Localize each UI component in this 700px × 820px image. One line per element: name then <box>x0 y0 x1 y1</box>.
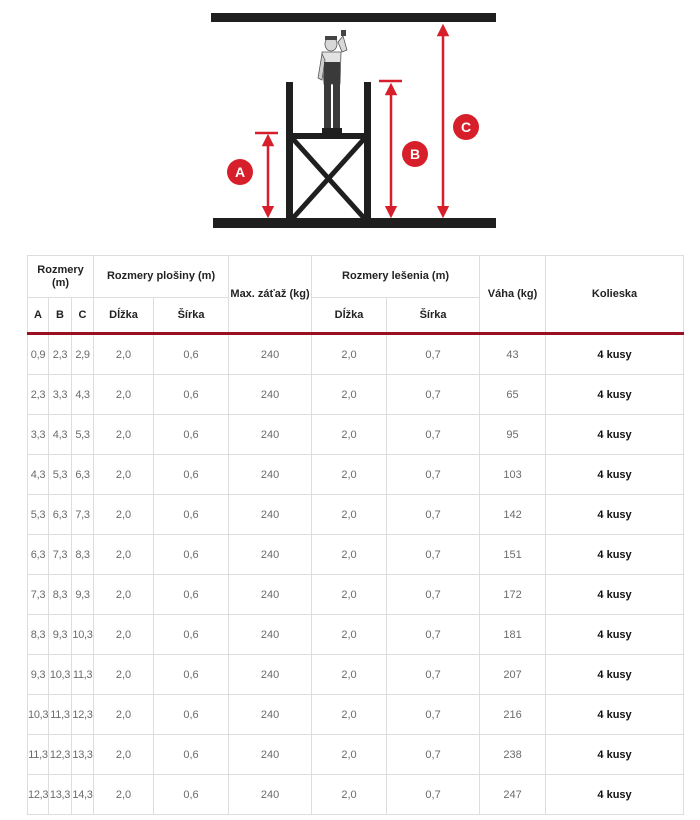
cell-platform-length: 2,0 <box>94 615 154 655</box>
cell-b: 7,3 <box>49 535 72 575</box>
table-row <box>28 334 684 375</box>
cell-weight: 238 <box>480 735 546 775</box>
cell-a: 7,3 <box>28 575 49 615</box>
cell-platform-length: 2,0 <box>94 495 154 535</box>
cell-platform-length: 2,0 <box>94 415 154 455</box>
cell-b: 5,3 <box>49 455 72 495</box>
cell-b: 4,3 <box>49 415 72 455</box>
cell-max-load: 240 <box>229 695 312 735</box>
cell-wheels: 4 kusy <box>546 495 684 535</box>
dimension-a <box>227 133 278 212</box>
cell-a: 9,3 <box>28 655 49 695</box>
table-row <box>28 375 684 415</box>
cell-scaffold-width: 0,7 <box>387 615 480 655</box>
cell-platform-length: 2,0 <box>94 655 154 695</box>
cell-a: 0,9 <box>28 334 49 375</box>
cell-wheels: 4 kusy <box>546 455 684 495</box>
cell-scaffold-width: 0,7 <box>387 775 480 815</box>
table-row <box>28 775 684 815</box>
cell-weight: 172 <box>480 575 546 615</box>
cell-platform-width: 0,6 <box>154 415 229 455</box>
dimension-c <box>443 30 479 212</box>
cell-scaffold-length: 2,0 <box>312 455 387 495</box>
cell-wheels: 4 kusy <box>546 575 684 615</box>
floor-bar <box>213 218 496 228</box>
cell-platform-width: 0,6 <box>154 535 229 575</box>
cell-max-load: 240 <box>229 655 312 695</box>
cell-max-load: 240 <box>229 375 312 415</box>
cell-a: 5,3 <box>28 495 49 535</box>
cell-scaffold-width: 0,7 <box>387 415 480 455</box>
header-b: B <box>49 298 72 334</box>
cell-c: 6,3 <box>72 455 94 495</box>
cell-max-load: 240 <box>229 415 312 455</box>
cell-scaffold-length: 2,0 <box>312 334 387 375</box>
cell-platform-width: 0,6 <box>154 615 229 655</box>
cell-scaffold-length: 2,0 <box>312 535 387 575</box>
cell-max-load: 240 <box>229 735 312 775</box>
cell-scaffold-length: 2,0 <box>312 695 387 735</box>
cell-c: 13,3 <box>72 735 94 775</box>
cell-max-load: 240 <box>229 455 312 495</box>
cell-scaffold-width: 0,7 <box>387 695 480 735</box>
cell-scaffold-length: 2,0 <box>312 615 387 655</box>
spec-table <box>27 255 684 815</box>
table-body <box>28 334 684 815</box>
header-weight: Váha (kg) <box>480 256 546 334</box>
cell-b: 6,3 <box>49 495 72 535</box>
cell-scaffold-width: 0,7 <box>387 334 480 375</box>
cell-weight: 151 <box>480 535 546 575</box>
cell-scaffold-length: 2,0 <box>312 575 387 615</box>
cell-weight: 43 <box>480 334 546 375</box>
cell-platform-length: 2,0 <box>94 735 154 775</box>
cell-wheels: 4 kusy <box>546 334 684 375</box>
cell-platform-width: 0,6 <box>154 775 229 815</box>
cell-b: 8,3 <box>49 575 72 615</box>
cell-platform-length: 2,0 <box>94 775 154 815</box>
cell-scaffold-width: 0,7 <box>387 375 480 415</box>
header-c: C <box>72 298 94 334</box>
cell-c: 12,3 <box>72 695 94 735</box>
cell-c: 11,3 <box>72 655 94 695</box>
cell-wheels: 4 kusy <box>546 695 684 735</box>
header-platform-width: Šírka <box>154 298 229 334</box>
cell-max-load: 240 <box>229 495 312 535</box>
cell-wheels: 4 kusy <box>546 615 684 655</box>
cell-weight: 95 <box>480 415 546 455</box>
cell-scaffold-length: 2,0 <box>312 495 387 535</box>
cell-wheels: 4 kusy <box>546 655 684 695</box>
cell-scaffold-width: 0,7 <box>387 455 480 495</box>
cell-platform-width: 0,6 <box>154 375 229 415</box>
scaffold-diagram <box>0 0 700 250</box>
cell-max-load: 240 <box>229 535 312 575</box>
header-max-load: Max. záťaž (kg) <box>229 256 312 334</box>
cell-b: 3,3 <box>49 375 72 415</box>
cell-platform-length: 2,0 <box>94 575 154 615</box>
cell-platform-width: 0,6 <box>154 334 229 375</box>
cell-scaffold-width: 0,7 <box>387 655 480 695</box>
cell-max-load: 240 <box>229 575 312 615</box>
worker-figure <box>318 30 347 133</box>
cell-c: 2,9 <box>72 334 94 375</box>
label-b: B <box>409 146 421 162</box>
cell-b: 2,3 <box>49 334 72 375</box>
cell-wheels: 4 kusy <box>546 375 684 415</box>
cell-scaffold-width: 0,7 <box>387 495 480 535</box>
table-row <box>28 655 684 695</box>
cell-weight: 181 <box>480 615 546 655</box>
cell-scaffold-length: 2,0 <box>312 375 387 415</box>
cell-scaffold-length: 2,0 <box>312 735 387 775</box>
header-scaffold-length: Dĺžka <box>312 298 387 334</box>
cell-c: 8,3 <box>72 535 94 575</box>
cell-b: 12,3 <box>49 735 72 775</box>
cell-a: 6,3 <box>28 535 49 575</box>
cell-weight: 142 <box>480 495 546 535</box>
cell-max-load: 240 <box>229 615 312 655</box>
cell-platform-length: 2,0 <box>94 375 154 415</box>
cell-c: 4,3 <box>72 375 94 415</box>
cell-b: 9,3 <box>49 615 72 655</box>
cell-b: 11,3 <box>49 695 72 735</box>
cell-scaffold-length: 2,0 <box>312 415 387 455</box>
cell-weight: 207 <box>480 655 546 695</box>
cell-a: 12,3 <box>28 775 49 815</box>
label-c: C <box>460 119 472 135</box>
cell-wheels: 4 kusy <box>546 415 684 455</box>
cell-wheels: 4 kusy <box>546 775 684 815</box>
cell-a: 8,3 <box>28 615 49 655</box>
table-row <box>28 735 684 775</box>
cell-b: 13,3 <box>49 775 72 815</box>
cell-weight: 65 <box>480 375 546 415</box>
header-scaffold-width: Šírka <box>387 298 480 334</box>
cell-c: 14,3 <box>72 775 94 815</box>
cell-max-load: 240 <box>229 775 312 815</box>
cell-a: 2,3 <box>28 375 49 415</box>
cell-weight: 216 <box>480 695 546 735</box>
header-scaffold: Rozmery lešenia (m) <box>312 256 480 298</box>
cell-scaffold-width: 0,7 <box>387 535 480 575</box>
cell-platform-length: 2,0 <box>94 695 154 735</box>
cell-scaffold-width: 0,7 <box>387 575 480 615</box>
cell-weight: 247 <box>480 775 546 815</box>
label-a: A <box>234 164 246 180</box>
cell-platform-width: 0,6 <box>154 495 229 535</box>
table-row <box>28 535 684 575</box>
cell-scaffold-length: 2,0 <box>312 655 387 695</box>
cell-c: 5,3 <box>72 415 94 455</box>
cell-weight: 103 <box>480 455 546 495</box>
cell-scaffold-length: 2,0 <box>312 775 387 815</box>
table-row <box>28 695 684 735</box>
cell-a: 4,3 <box>28 455 49 495</box>
header-wheels: Kolieska <box>546 256 684 334</box>
header-rozmery: Rozmery (m) <box>28 256 94 298</box>
header-a: A <box>28 298 49 334</box>
cell-platform-width: 0,6 <box>154 695 229 735</box>
dimension-b <box>379 81 428 212</box>
cell-platform-length: 2,0 <box>94 535 154 575</box>
table-row <box>28 575 684 615</box>
table-row <box>28 455 684 495</box>
cell-c: 9,3 <box>72 575 94 615</box>
ceiling-bar <box>211 13 496 22</box>
cell-platform-width: 0,6 <box>154 575 229 615</box>
cell-platform-width: 0,6 <box>154 735 229 775</box>
cell-platform-width: 0,6 <box>154 455 229 495</box>
cell-max-load: 240 <box>229 334 312 375</box>
cell-c: 7,3 <box>72 495 94 535</box>
cell-wheels: 4 kusy <box>546 735 684 775</box>
cell-wheels: 4 kusy <box>546 535 684 575</box>
cell-platform-width: 0,6 <box>154 655 229 695</box>
header-platform: Rozmery plošiny (m) <box>94 256 229 298</box>
table-row <box>28 415 684 455</box>
table-row <box>28 495 684 535</box>
cell-a: 3,3 <box>28 415 49 455</box>
table-row <box>28 615 684 655</box>
cell-c: 10,3 <box>72 615 94 655</box>
cell-platform-length: 2,0 <box>94 334 154 375</box>
cell-b: 10,3 <box>49 655 72 695</box>
cell-a: 11,3 <box>28 735 49 775</box>
cell-a: 10,3 <box>28 695 49 735</box>
header-platform-length: Dĺžka <box>94 298 154 334</box>
cell-scaffold-width: 0,7 <box>387 735 480 775</box>
cell-platform-length: 2,0 <box>94 455 154 495</box>
